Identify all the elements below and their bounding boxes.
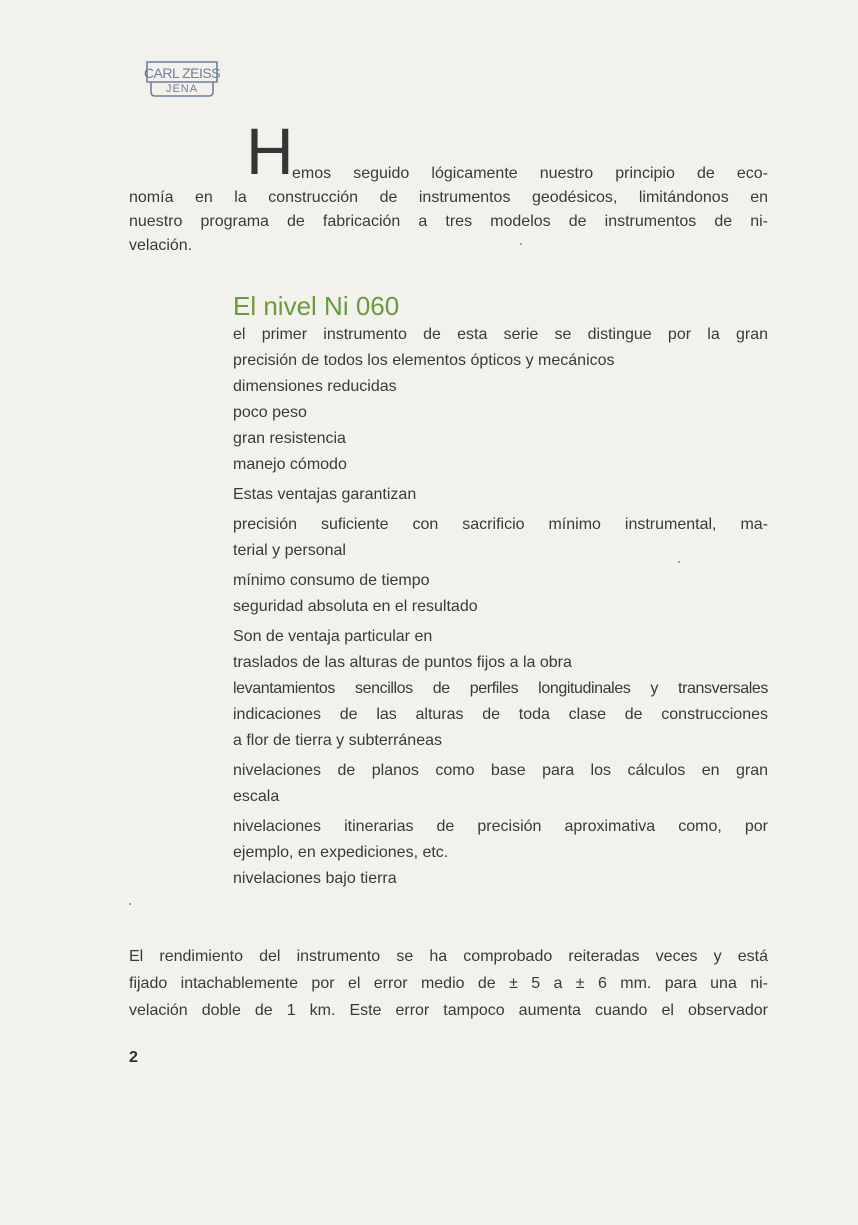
list-item: mínimo consumo de tiempo: [233, 572, 430, 589]
list-item: levantamientos sencillos de perfiles longitudinales y transversales: [233, 680, 768, 697]
list-item: Son de ventaja particular en: [233, 628, 433, 645]
list-item: escala: [233, 788, 280, 805]
list-item: nivelaciones itinerarias de precisión aproximativa como, por: [233, 818, 768, 835]
svg-text:CARL ZEISS: CARL ZEISS: [143, 65, 221, 81]
paper-speck: [678, 561, 680, 563]
list-item: dimensiones reducidas: [233, 378, 397, 395]
list-item: a flor de tierra y subterráneas: [233, 732, 442, 749]
intro-line: nomía en la construcción de instrumentos geodésicos, limitándonos en: [129, 189, 768, 206]
outro-line: velación doble de 1 km. Este error tampoco aumenta cuando el observador: [129, 1002, 768, 1019]
drop-cap: H: [246, 114, 294, 188]
carl-zeiss-jena-logo: [143, 58, 221, 98]
intro-line: emos seguido lógicamente nuestro principio de eco-: [292, 165, 768, 182]
list-item: precisión suficiente con sacrificio mínimo instrumental, ma-: [233, 516, 768, 533]
list-item: precisión de todos los elementos ópticos y mecánicos: [233, 352, 615, 369]
list-item: seguridad absoluta en el resultado: [233, 598, 478, 615]
list-item: ejemplo, en expediciones, etc.: [233, 844, 449, 861]
intro-line: velación.: [129, 237, 193, 254]
outro-line: fijado intachablemente por el error medio de ± 5 a ± 6 mm. para una ni-: [129, 975, 768, 992]
list-item: nivelaciones bajo tierra: [233, 870, 397, 887]
list-item: Estas ventajas garantizan: [233, 486, 417, 503]
feature-list: [233, 322, 768, 892]
list-item: manejo cómodo: [233, 456, 347, 473]
intro-line: nuestro programa de fabricación a tres modelos de instrumentos de ni-: [129, 213, 768, 230]
list-item: el primer instrumento de esta serie se distingue por la gran: [233, 326, 768, 343]
list-item: traslados de las alturas de puntos fijos a la obra: [233, 654, 572, 671]
list-item: nivelaciones de planos como base para los cálculos en gran: [233, 762, 768, 779]
page-number: 2: [129, 1049, 138, 1066]
outro-line: El rendimiento del instrumento se ha comprobado reiteradas veces y está: [129, 948, 768, 965]
list-item: terial y personal: [233, 542, 346, 559]
section-title: El nivel Ni 060: [233, 291, 400, 321]
list-item: poco peso: [233, 404, 307, 421]
paper-speck: [129, 903, 131, 905]
list-item: indicaciones de las alturas de toda clase de construcciones: [233, 706, 768, 723]
paper-speck: [520, 243, 522, 245]
list-item: gran resistencia: [233, 430, 346, 447]
svg-text:JENA: JENA: [165, 83, 199, 95]
